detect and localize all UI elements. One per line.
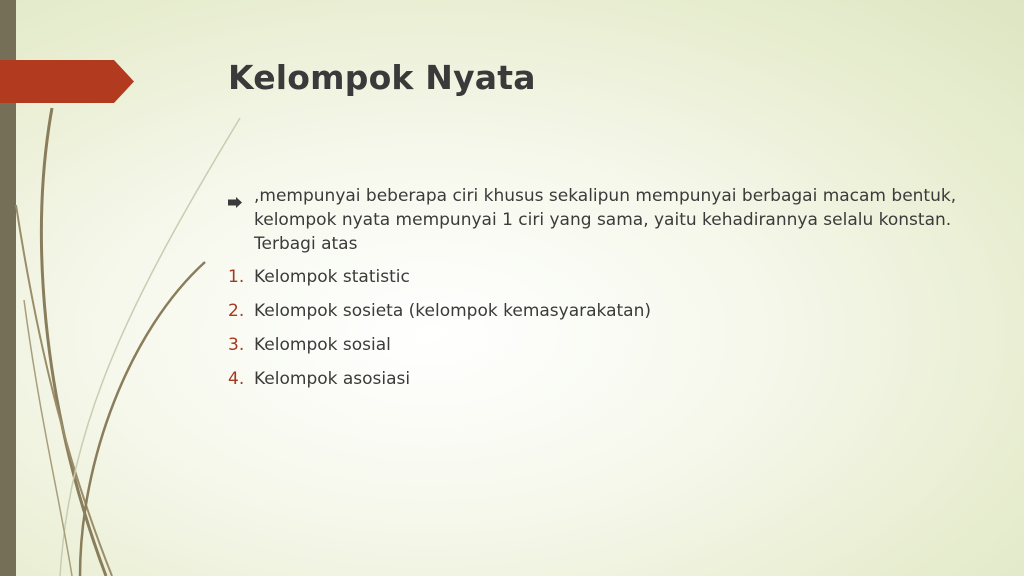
list-number: 3. [228,335,245,355]
list-item [228,299,988,323]
intro-text: ,mempunyai beberapa ciri khusus sekalipun mempunyai berbagai macam bentuk, kelompok nyata mempunyai 1 ciri yang sama, yaitu kehadirannya selalu konstan. Terbagi atas [254,186,957,254]
list-number: 2. [228,301,245,321]
stem-line-1 [41,108,106,576]
list-number: 1. [228,267,245,287]
accent-arrow-tab [0,60,134,103]
slide-content [228,184,988,401]
list-item [228,367,988,391]
list-text: Kelompok asosiasi [254,369,411,389]
list-text: Kelompok sosial [254,335,391,355]
list-item [228,265,988,289]
list-number: 4. [228,369,245,389]
list-item [228,333,988,357]
list-text: Kelompok sosieta (kelompok kemasyarakatan) [254,301,651,321]
arrow-bullet-icon [228,184,254,215]
slide-title: Kelompok Nyata [228,58,536,97]
intro-bullet [228,184,988,256]
list-text: Kelompok statistic [254,267,410,287]
stem-line-2 [16,205,112,576]
stem-line-3 [80,262,205,576]
